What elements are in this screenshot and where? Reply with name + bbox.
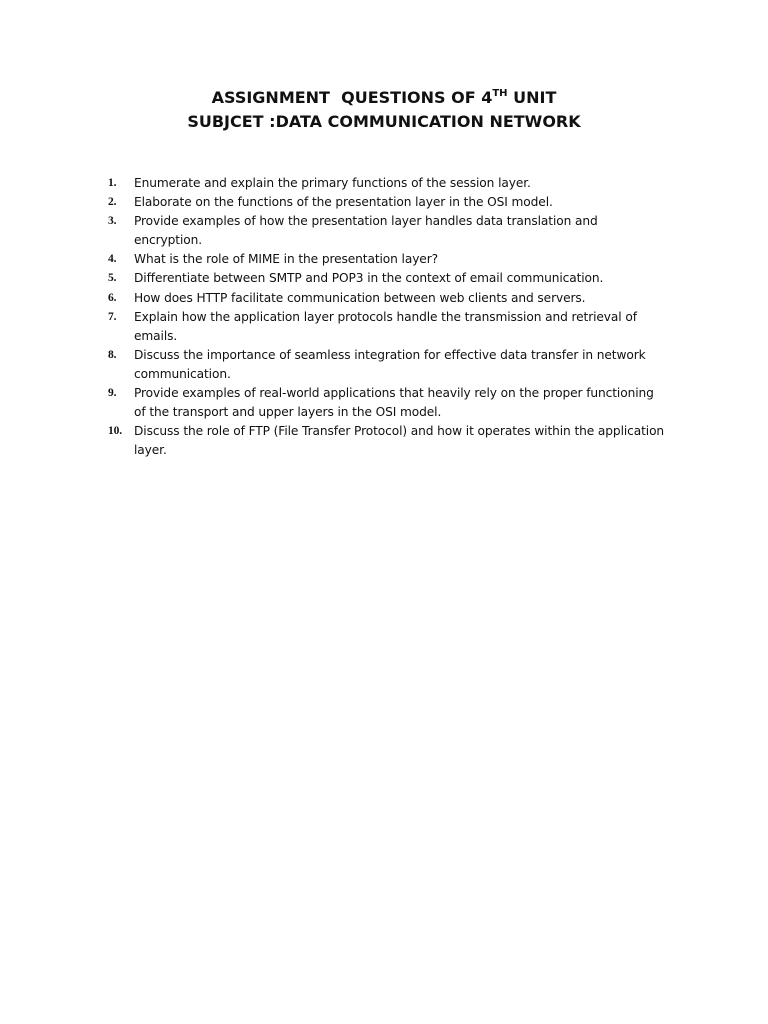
question-item	[108, 308, 668, 346]
question-text: Explain how the application layer protocols handle the transmission and retrieval of emails.	[134, 309, 637, 343]
question-text: Discuss the role of FTP (File Transfer Protocol) and how it operates within the application layer.	[134, 424, 665, 458]
question-text: Provide examples of how the presentation layer handles data translation and encryption.	[134, 214, 598, 248]
title-prefix: ASSIGNMENT	[211, 88, 330, 107]
question-text: Provide examples of real-world applications that heavily rely on the proper functioning of the transport and upper layers in the OSI model.	[134, 386, 654, 420]
question-item	[108, 250, 668, 269]
question-list	[108, 174, 668, 460]
question-item	[108, 174, 668, 193]
question-text: Differentiate between SMTP and POP3 in the context of email communication.	[134, 271, 604, 286]
question-number: 8.	[108, 348, 117, 361]
question-number: 2.	[108, 196, 117, 209]
question-item	[108, 289, 668, 308]
question-item	[108, 212, 668, 250]
question-text: What is the role of MIME in the presentation layer?	[134, 252, 438, 267]
subject-title: SUBJCET :DATA COMMUNICATION NETWORK	[187, 112, 581, 131]
question-text: Enumerate and explain the primary functions of the session layer.	[134, 176, 531, 190]
question-number: 6.	[108, 291, 117, 304]
question-item	[108, 346, 668, 384]
question-number: 1.	[108, 177, 117, 189]
title-suffix: UNIT	[513, 88, 557, 107]
question-item	[108, 384, 668, 422]
question-text: How does HTTP facilitate communication between web clients and servers.	[134, 290, 586, 305]
title-superscript: TH	[492, 87, 508, 99]
assignment-title	[0, 86, 768, 110]
question-number: 10.	[108, 425, 123, 438]
question-text: Discuss the importance of seamless integration for effective data transfer in network communication.	[134, 347, 646, 381]
question-number: 9.	[108, 387, 117, 400]
title-block	[0, 86, 768, 134]
question-item	[108, 193, 668, 212]
question-number: 4.	[108, 253, 117, 266]
question-text: Elaborate on the functions of the presentation layer in the OSI model.	[134, 195, 553, 210]
title-middle: QUESTIONS OF 4	[341, 88, 493, 107]
question-item	[108, 422, 668, 460]
question-number: 3.	[108, 215, 117, 228]
question-item	[108, 269, 668, 288]
question-number: 5.	[108, 272, 117, 285]
question-number: 7.	[108, 310, 117, 323]
